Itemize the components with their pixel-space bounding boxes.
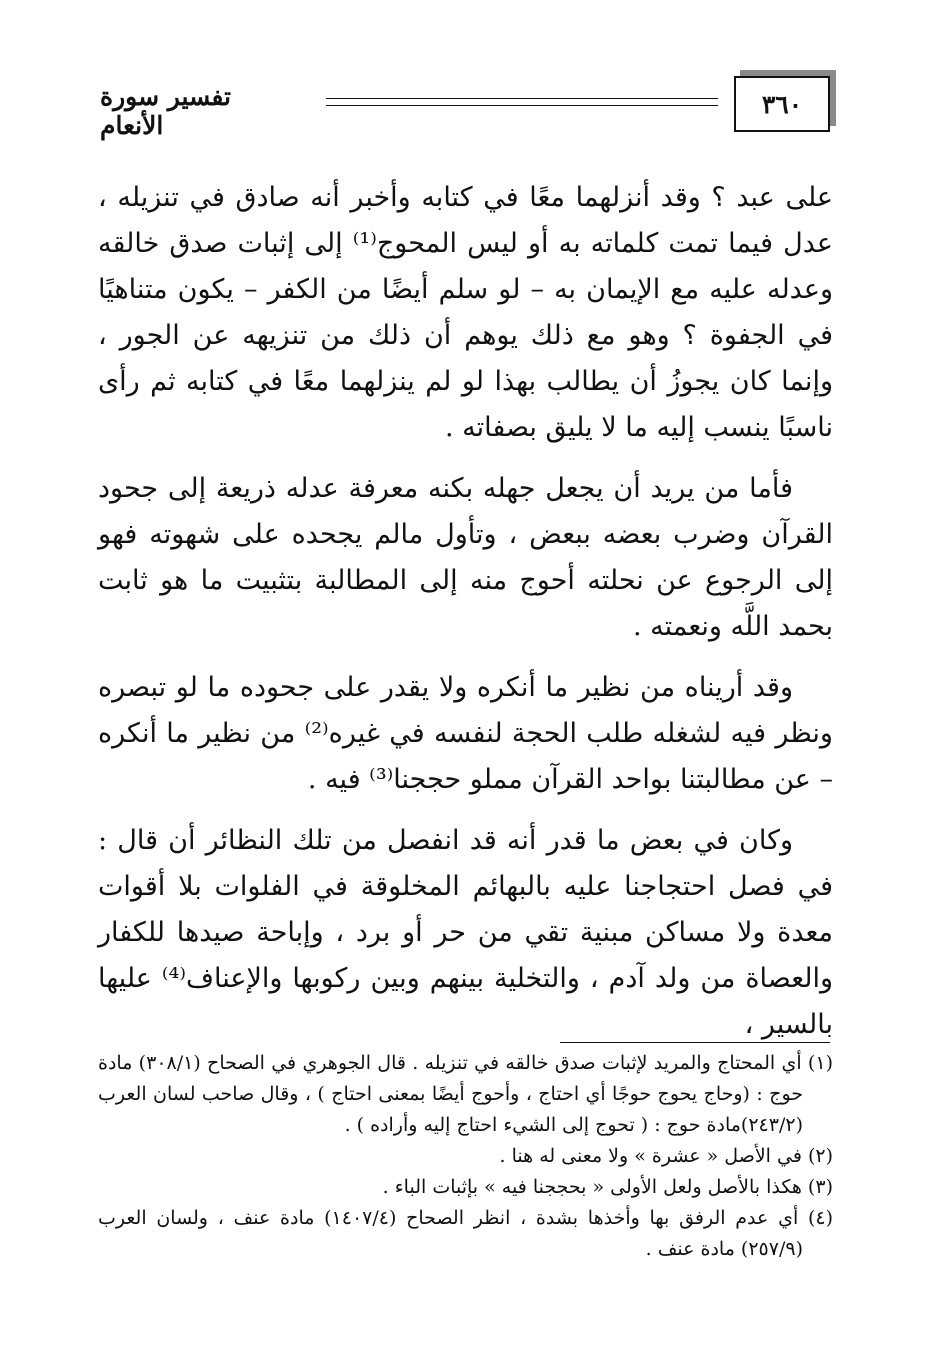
paragraph: على عبد ؟ وقد أنزلهما معًا في كتابه وأخبر أنه صادق في تنزيله ، عدل فيما تمت كلماته به أو ليس المحوج⁽¹⁾ إلى إثبات صدق خالقه وعدله عليه مع الإيمان به – لو سلم أيضًا من الكفر – يكون متناهيًا في الجفوة ؟ وهو مع ذلك يوهم أن ذلك من تنزيهه عن الجور ، وإنما كان يجوزُ أن يطالب بهذا لو لم ينزلهما معًا في كتابه ثم رأى ناسبًا ينسب إليه ما لا يليق بصفاته . — [98, 182, 833, 443]
footnote: (٤) أي عدم الرفق بها وأخذها بشدة ، انظر الصحاح (١٤٠٧/٤) مادة عنف ، ولسان العرب (٢٥٧/٩) مادة عنف . — [98, 1207, 833, 1260]
footnote: (٣) هكذا بالأصل ولعل الأولى « بحججنا فيه » بإثبات الباء . — [382, 1176, 833, 1198]
paragraph: وقد أريناه من نظير ما أنكره ولا يقدر على جحوده ما لو تبصره ونظر فيه لشغله طلب الحجة لنفسه في غيره⁽²⁾ من نظير ما أنكره – عن مطالبتنا بواحد القرآن مملو حججنا⁽³⁾ فيه . — [98, 672, 833, 795]
page-number: ٣٦٠ — [761, 89, 803, 119]
paragraph: وكان في بعض ما قدر أنه قد انفصل من تلك النظائر أن قال : في فصل احتجاجنا عليه بالبهائم المخلوقة في الفلوات بلا أقوات معدة ولا مساكن مبنية تقي من حر أو برد ، وإباحة صيدها للكفار والعصاة من ولد آدم ، والتخلية بينهم وبين ركوبها والإعناف⁽⁴⁾ عليها بالسير ، — [98, 825, 833, 1040]
page-number-box — [734, 76, 830, 132]
footnote-divider — [560, 1042, 830, 1043]
paragraph: فأما من يريد أن يجعل جهله بكنه معرفة عدله ذريعة إلى جحود القرآن وضرب بعضه ببعض ، وتأول مالم يجحده على شهوته فهو إلى الرجوع عن نحلته أحوج منه إلى المطالبة بتثبيت ما هو ثابت بحمد اللَّه ونعمته . — [98, 473, 833, 642]
book-title: تفسير سورة الأنعام — [100, 82, 231, 140]
footnote: (١) أي المحتاج والمريد لإثبات صدق خالقه في تنزيله . قال الجوهري في الصحاح (٣٠٨/١) مادة حوج : (وحاج يحوج حوجًا أي احتاج ، وأحوج أيضًا بمعنى احتاج ) ، وقال صاحب لسان العرب (٢٤٣/٢)مادة حوج : ( تحوج إلى الشيء احتاج إليه وأراده ) . — [98, 1052, 833, 1136]
page-header — [100, 70, 830, 140]
main-text — [98, 175, 833, 1063]
footnotes — [98, 1048, 833, 1265]
header-rule — [326, 98, 718, 106]
footnote: (٢) في الأصل « عشرة » ولا معنى له هنا . — [499, 1145, 833, 1167]
